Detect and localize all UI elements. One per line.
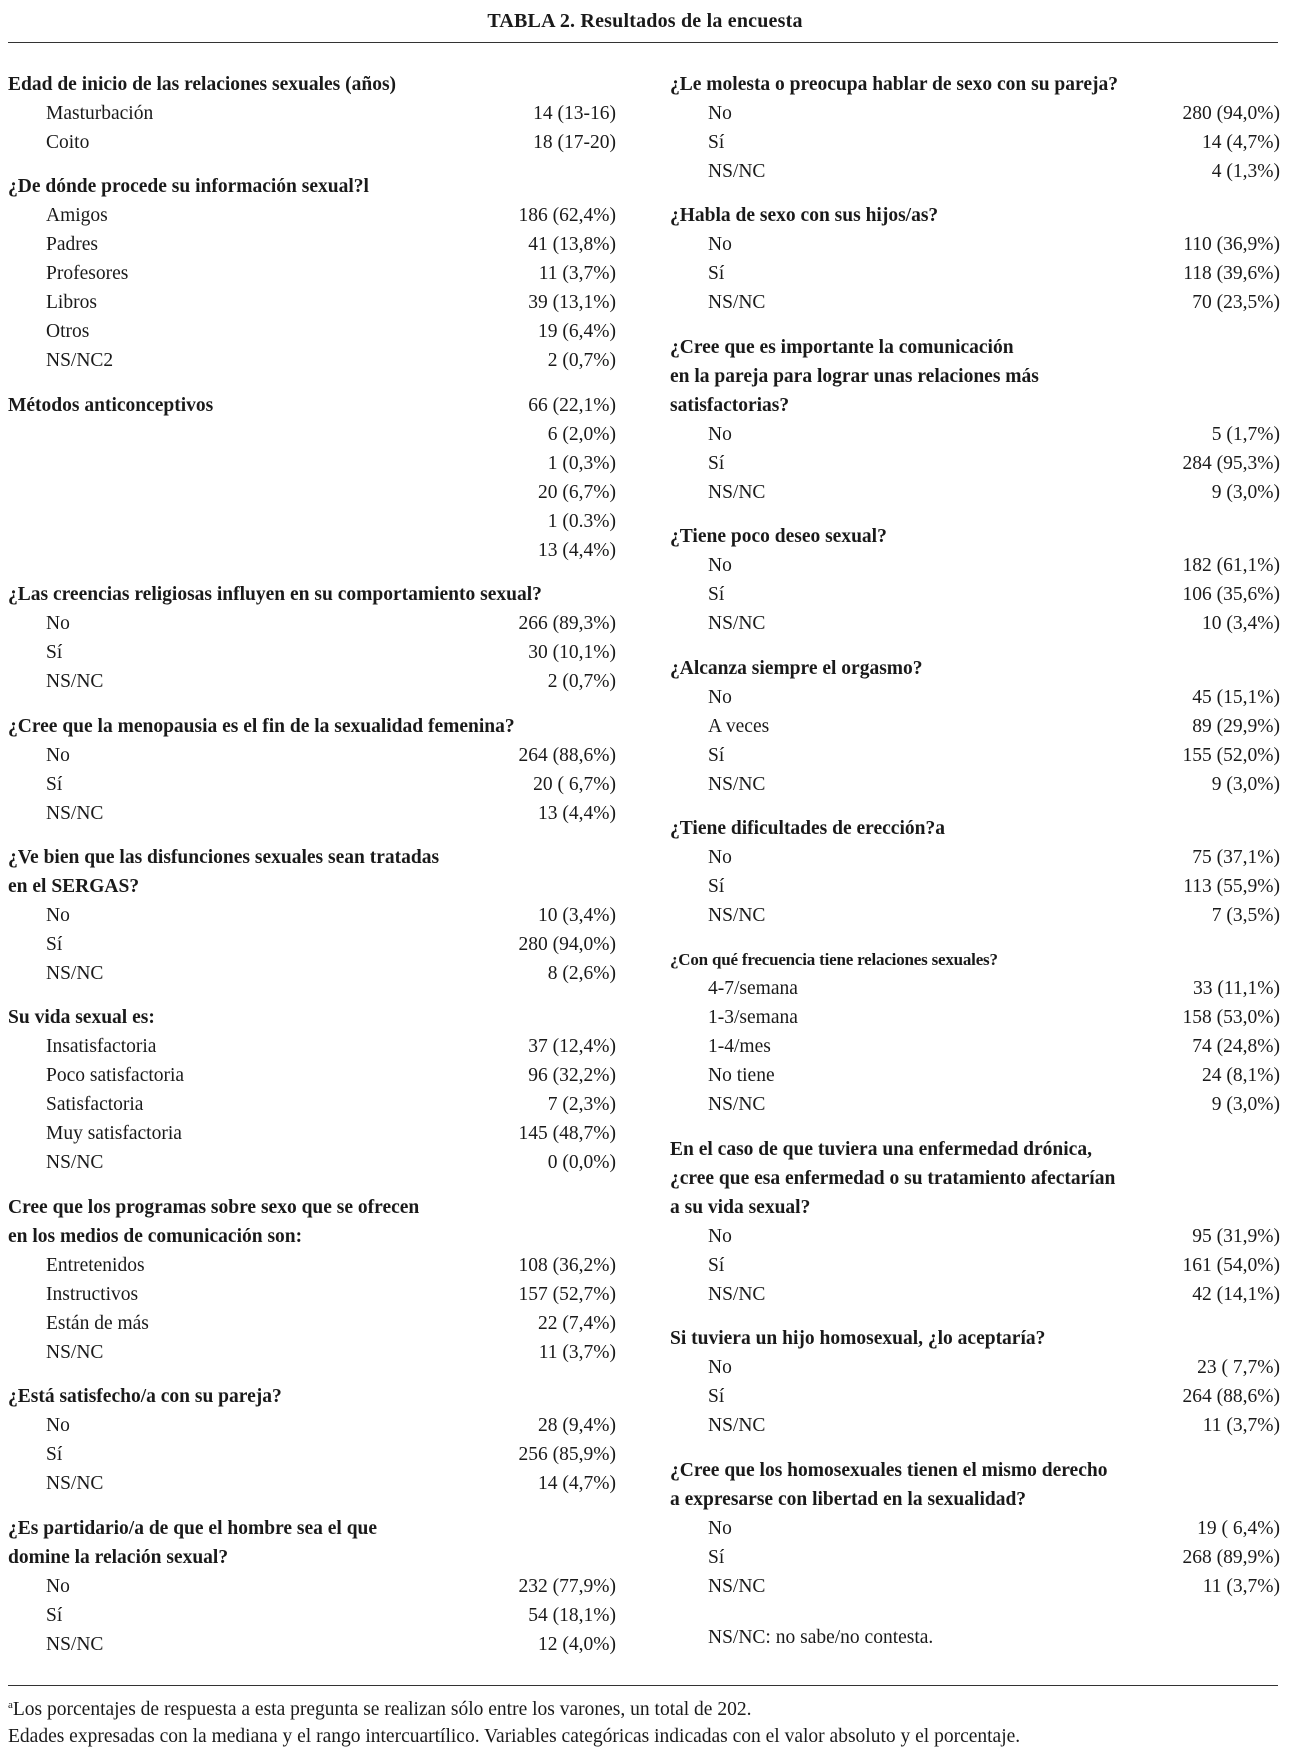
answer-row [8, 259, 616, 288]
answer-row [8, 1440, 616, 1469]
answer-row [8, 288, 616, 317]
question-section [670, 1135, 1280, 1309]
answer-label: NS/NC [708, 904, 766, 926]
answer-value: 7 (2,3%) [547, 1094, 616, 1116]
answer-label: Sí [46, 1444, 63, 1466]
answer-row [8, 1061, 616, 1090]
answer-value: 110 (36,9%) [1183, 234, 1280, 256]
answer-value: 20 ( 6,7%) [533, 773, 616, 795]
question-text: ¿Cree que la menopausia es el fin de la sexualidad femenina? [8, 715, 515, 737]
answer-value: 23 ( 7,7%) [1197, 1357, 1280, 1379]
question-section [670, 70, 1280, 186]
answer-label: NS/NC [46, 1633, 104, 1655]
answer-value: 19 ( 6,4%) [1197, 1517, 1280, 1539]
answer-value: 74 (24,8%) [1192, 1036, 1280, 1058]
answer-row [8, 1338, 616, 1367]
right-column [670, 70, 1280, 1652]
answer-label: Sí [708, 1546, 725, 1568]
answer-label: Sí [46, 773, 63, 795]
footnotes [8, 1692, 1278, 1750]
answer-row [8, 201, 616, 230]
answer-value: 9 (3,0%) [1211, 481, 1280, 503]
answer-value: 20 (6,7%) [538, 481, 616, 503]
question-text: ¿Cree que es importante la comunicación [670, 336, 1014, 358]
answer-value: 33 (11,1%) [1192, 978, 1280, 1000]
answer-label: No [708, 686, 732, 708]
answer-row [670, 1061, 1280, 1090]
question-text: ¿Le molesta o preocupa hablar de sexo con su pareja? [670, 74, 1118, 95]
answer-label: No [46, 904, 70, 926]
answer-value: 232 (77,9%) [518, 1575, 616, 1597]
answer-value: 264 (88,6%) [1182, 1386, 1280, 1408]
answer-row [670, 712, 1280, 741]
question-section [8, 1382, 616, 1498]
answer-value: 158 (53,0%) [1182, 1007, 1280, 1029]
answer-value: 9 (3,0%) [1211, 1094, 1280, 1116]
answer-label: No [708, 846, 732, 868]
answer-value: 30 (10,1%) [528, 642, 616, 664]
question-section [8, 70, 616, 157]
answer-row [670, 1222, 1280, 1251]
footnote-a-mark: a [8, 1699, 13, 1711]
answer-value: 37 (12,4%) [528, 1036, 616, 1058]
question-text: ¿Ve bien que las disfunciones sexuales sean tratadas [8, 846, 440, 868]
answer-label: Poco satisfactoria [46, 1065, 185, 1087]
answer-label: Satisfactoria [46, 1094, 144, 1116]
answer-label: 1-3/semana [708, 1007, 798, 1029]
answer-label: Sí [708, 132, 725, 153]
answer-label: No tiene [708, 1065, 775, 1087]
answer-row [670, 1003, 1280, 1032]
answer-value: 157 (52,7%) [518, 1283, 616, 1305]
answer-row [8, 741, 616, 770]
answer-value: 28 (9,4%) [538, 1415, 616, 1437]
answer-row [670, 1251, 1280, 1280]
answer-label: Sí [708, 875, 725, 897]
answer-row [8, 230, 616, 259]
footnote-a-text: Los porcentajes de respuesta a esta pregunta se realizan sólo entre los varones, un total de 202. [12, 1699, 752, 1720]
answer-label: Coito [46, 132, 90, 153]
question-section [670, 654, 1280, 799]
answer-value: 106 (35,6%) [1182, 584, 1280, 606]
answer-value: 14 (13-16) [533, 103, 616, 124]
answer-row [670, 1353, 1280, 1382]
question-text: Edad de inicio de las relaciones sexuales (años) [8, 74, 397, 95]
answer-label: NS/NC [708, 292, 766, 314]
question-section [8, 843, 616, 988]
answer-value: 280 (94,0%) [1182, 103, 1280, 124]
answer-value: 45 (15,1%) [1192, 686, 1280, 708]
answer-value: 113 (55,9%) [1183, 875, 1280, 897]
answer-row [8, 609, 616, 638]
top-rule [8, 42, 1278, 43]
answer-row [670, 1572, 1280, 1601]
answer-row [8, 1251, 616, 1280]
answer-value: 11 (3,7%) [1202, 1415, 1280, 1437]
answer-row [670, 580, 1280, 609]
answer-row [670, 288, 1280, 317]
answer-row [670, 1032, 1280, 1061]
answer-label: No [46, 1415, 70, 1437]
question-section [8, 1003, 616, 1177]
answer-value: 39 (13,1%) [528, 292, 616, 314]
answer-label: NS/NC [708, 1575, 766, 1597]
answer-label: NS/NC [708, 613, 766, 635]
answer-label: NS/NC [708, 1094, 766, 1116]
answer-value: 108 (36,2%) [518, 1254, 616, 1276]
answer-label: Amigos [46, 205, 108, 227]
question-text: en la pareja para lograr unas relaciones más [670, 365, 1039, 387]
answer-label: NS/NC [708, 161, 766, 182]
answer-value: 42 (14,1%) [1192, 1283, 1280, 1305]
answer-row [8, 638, 616, 667]
answer-value: 11 (3,7%) [538, 1341, 616, 1363]
answer-label: No [708, 423, 732, 445]
answer-label: Sí [708, 744, 725, 766]
question-section [8, 391, 616, 565]
answer-row [8, 1309, 616, 1338]
answer-row [8, 1601, 616, 1630]
answer-value: 14 (4,7%) [538, 1473, 616, 1495]
question-text: Si tuviera un hijo homosexual, ¿lo aceptaría? [670, 1328, 1046, 1350]
answer-row [670, 259, 1280, 288]
answer-value: 24 (8,1%) [1202, 1065, 1280, 1087]
question-text: ¿Está satisfecho/a con su pareja? [8, 1386, 282, 1408]
bottom-rule [8, 1685, 1278, 1686]
answer-value: 70 (23,5%) [1192, 292, 1280, 314]
answer-label: Libros [46, 292, 97, 314]
question-text: domine la relación sexual? [8, 1546, 229, 1568]
answer-label: No [46, 744, 70, 766]
answer-label: No [708, 555, 732, 577]
answer-label: NS/NC [46, 1473, 104, 1495]
answer-value: 6 (2,0%) [547, 423, 616, 445]
answer-row [8, 317, 616, 346]
answer-value: 182 (61,1%) [1182, 555, 1280, 577]
answer-row [670, 157, 1280, 186]
answer-label: Otros [46, 321, 90, 343]
answer-value: 13 (4,4%) [538, 539, 616, 561]
answer-row [8, 1630, 616, 1659]
table-title: TABLA 2. Resultados de la encuesta [487, 10, 803, 32]
answer-label: NS/NC [46, 802, 104, 824]
answer-row [8, 799, 616, 828]
answer-label: Profesores [46, 263, 129, 285]
answer-label: NS/NC [46, 1341, 104, 1363]
answer-label: Están de más [46, 1312, 149, 1334]
answer-row [670, 1514, 1280, 1543]
answer-label: Sí [708, 263, 725, 285]
question-text: ¿Tiene dificultades de erección?a [670, 817, 945, 839]
question-section [670, 522, 1280, 638]
answer-row [8, 770, 616, 799]
answer-value: 145 (48,7%) [518, 1123, 616, 1145]
answer-label: Masturbación [46, 103, 154, 124]
answer-value: 264 (88,6%) [518, 744, 616, 766]
answer-row [8, 478, 616, 507]
answer-row [670, 99, 1280, 128]
question-text: a su vida sexual? [670, 1196, 811, 1218]
answer-row [670, 551, 1280, 580]
answer-value: 75 (37,1%) [1192, 846, 1280, 868]
answer-value: 96 (32,2%) [528, 1065, 616, 1087]
question-section [8, 712, 616, 828]
answer-row [8, 128, 616, 157]
answer-value: 89 (29,9%) [1192, 715, 1280, 737]
answer-row [670, 901, 1280, 930]
answer-value: 11 (3,7%) [1202, 1575, 1280, 1597]
answer-value: 266 (89,3%) [518, 613, 616, 635]
answer-row [670, 974, 1280, 1003]
question-text: ¿Con qué frecuencia tiene relaciones sexuales? [670, 950, 998, 970]
answer-row [8, 1572, 616, 1601]
answer-label: Sí [46, 933, 63, 955]
answer-row [8, 536, 616, 565]
answer-label: No [46, 1575, 70, 1597]
question-text: ¿cree que esa enfermedad o su tratamiento afectarían [670, 1167, 1116, 1189]
answer-value: 8 (2,6%) [547, 962, 616, 984]
answer-row [670, 1543, 1280, 1572]
left-column [8, 70, 616, 1674]
question-text: ¿Las creencias religiosas influyen en su comportamiento sexual? [8, 584, 542, 606]
answer-value: 66 (22,1%) [528, 394, 616, 416]
answer-value: 9 (3,0%) [1211, 773, 1280, 795]
legend-note: NS/NC: no sabe/no contesta. [708, 1626, 934, 1648]
question-text: ¿De dónde procede su información sexual?l [8, 176, 369, 198]
answer-value: 95 (31,9%) [1192, 1225, 1280, 1247]
answer-value: 11 (3,7%) [538, 263, 616, 285]
answer-row [8, 1148, 616, 1177]
answer-value: 268 (89,9%) [1182, 1546, 1280, 1568]
answer-row [8, 901, 616, 930]
question-section [8, 1514, 616, 1659]
question-section [670, 1456, 1280, 1601]
answer-row [8, 1280, 616, 1309]
answer-row [8, 930, 616, 959]
answer-row [8, 449, 616, 478]
question-section [8, 172, 616, 375]
answer-row [8, 959, 616, 988]
answer-row [670, 128, 1280, 157]
answer-value: 19 (6,4%) [538, 321, 616, 343]
answer-label: No [46, 613, 70, 635]
answer-row [8, 99, 616, 128]
answer-value: 155 (52,0%) [1182, 744, 1280, 766]
answer-row [670, 449, 1280, 478]
answer-row [8, 667, 616, 696]
answer-label: No [708, 103, 732, 124]
question-text: ¿Alcanza siempre el orgasmo? [670, 657, 923, 679]
answer-label: A veces [708, 715, 770, 737]
answer-row [670, 683, 1280, 712]
question-text: en los medios de comunicación son: [8, 1225, 303, 1247]
answer-row [8, 1411, 616, 1440]
footnote-b: Edades expresadas con la mediana y el rango intercuartílico. Variables categóricas indicadas con el valor absoluto y el porcentaje. [8, 1726, 1021, 1747]
answer-row [8, 420, 616, 449]
answer-label: NS/NC [708, 481, 766, 503]
question-text: satisfactorias? [670, 394, 790, 416]
question-section [670, 1324, 1280, 1440]
answer-label: No [708, 1517, 732, 1539]
question-text: Cree que los programas sobre sexo que se ofrecen [8, 1196, 420, 1218]
answer-value: 1 (0,3%) [547, 452, 616, 474]
question-text: ¿Es partidario/a de que el hombre sea el que [8, 1517, 378, 1539]
question-text: Su vida sexual es: [8, 1007, 155, 1029]
answer-row [670, 1280, 1280, 1309]
answer-label: NS/NC [46, 1152, 104, 1174]
answer-value: 10 (3,4%) [1202, 613, 1280, 635]
question-section [670, 945, 1280, 1119]
answer-value: 161 (54,0%) [1182, 1254, 1280, 1276]
answer-label: Padres [46, 234, 98, 256]
answer-value: 5 (1,7%) [1211, 423, 1280, 445]
answer-label: Sí [708, 1254, 725, 1276]
answer-row [670, 1382, 1280, 1411]
answer-row [670, 770, 1280, 799]
answer-label: NS/NC2 [46, 350, 114, 372]
answer-row [8, 1119, 616, 1148]
answer-row [670, 1090, 1280, 1119]
answer-value: 41 (13,8%) [528, 234, 616, 256]
answer-label: Sí [708, 452, 725, 474]
answer-value: 280 (94,0%) [518, 933, 616, 955]
answer-value: 0 (0,0%) [547, 1152, 616, 1174]
answer-label: No [708, 234, 732, 256]
answer-label: Sí [708, 1386, 725, 1408]
answer-row [8, 507, 616, 536]
answer-label: 1-4/mes [708, 1036, 771, 1058]
answer-value: 4 (1,3%) [1211, 161, 1280, 182]
question-section [8, 580, 616, 696]
question-text: ¿Habla de sexo con sus hijos/as? [670, 205, 939, 227]
answer-value: 256 (85,9%) [518, 1444, 616, 1466]
answer-row [670, 872, 1280, 901]
question-text: en el SERGAS? [8, 875, 140, 897]
answer-row [670, 741, 1280, 770]
answer-value: 13 (4,4%) [538, 802, 616, 824]
question-text: En el caso de que tuviera una enfermedad drónica, [670, 1138, 1092, 1160]
answer-label: Sí [46, 642, 63, 664]
answer-label: NS/NC [708, 1283, 766, 1305]
answer-value: 284 (95,3%) [1182, 452, 1280, 474]
answer-value: 2 (0,7%) [547, 671, 616, 693]
answer-row [670, 420, 1280, 449]
answer-row [8, 1032, 616, 1061]
answer-value: 7 (3,5%) [1211, 904, 1280, 926]
answer-row [8, 1090, 616, 1119]
question-section [8, 1193, 616, 1367]
question-text: ¿Cree que los homosexuales tienen el mismo derecho [670, 1459, 1108, 1481]
answer-row [8, 346, 616, 375]
answer-label: Muy satisfactoria [46, 1123, 182, 1145]
answer-label: Insatisfactoria [46, 1036, 157, 1058]
answer-row [670, 1411, 1280, 1440]
answer-label: Entretenidos [46, 1254, 145, 1276]
question-text: ¿Tiene poco deseo sexual? [670, 526, 887, 548]
answer-label: Instructivos [46, 1283, 139, 1305]
answer-label: No [708, 1225, 732, 1247]
answer-value: 12 (4,0%) [538, 1633, 616, 1655]
answer-label: NS/NC [708, 1415, 766, 1437]
answer-label: NS/NC [46, 962, 104, 984]
answer-label: NS/NC [708, 773, 766, 795]
question-section [670, 814, 1280, 930]
answer-value: 186 (62,4%) [518, 205, 616, 227]
answer-row [8, 1469, 616, 1498]
answer-value: 10 (3,4%) [538, 904, 616, 926]
question-section [670, 333, 1280, 507]
question-text: a expresarse con libertad en la sexualidad? [670, 1488, 1027, 1510]
answer-row [670, 230, 1280, 259]
answer-label: Sí [708, 584, 725, 606]
answer-label: Sí [46, 1604, 63, 1626]
answer-value: 18 (17-20) [533, 132, 616, 153]
answer-value: 2 (0,7%) [547, 350, 616, 372]
answer-value: 14 (4,7%) [1202, 132, 1280, 153]
question-text: Métodos anticonceptivos [8, 394, 214, 416]
footnote-a [8, 1692, 1278, 1723]
answer-value: 22 (7,4%) [538, 1312, 616, 1334]
answer-row [670, 609, 1280, 638]
answer-row [670, 843, 1280, 872]
answer-label: 4-7/semana [708, 978, 798, 1000]
answer-value: 54 (18,1%) [528, 1604, 616, 1626]
answer-label: NS/NC [46, 671, 104, 693]
question-section [670, 201, 1280, 317]
answer-label: No [708, 1357, 732, 1379]
answer-value: 1 (0.3%) [547, 510, 616, 532]
answer-value: 118 (39,6%) [1183, 263, 1280, 285]
answer-row [670, 478, 1280, 507]
